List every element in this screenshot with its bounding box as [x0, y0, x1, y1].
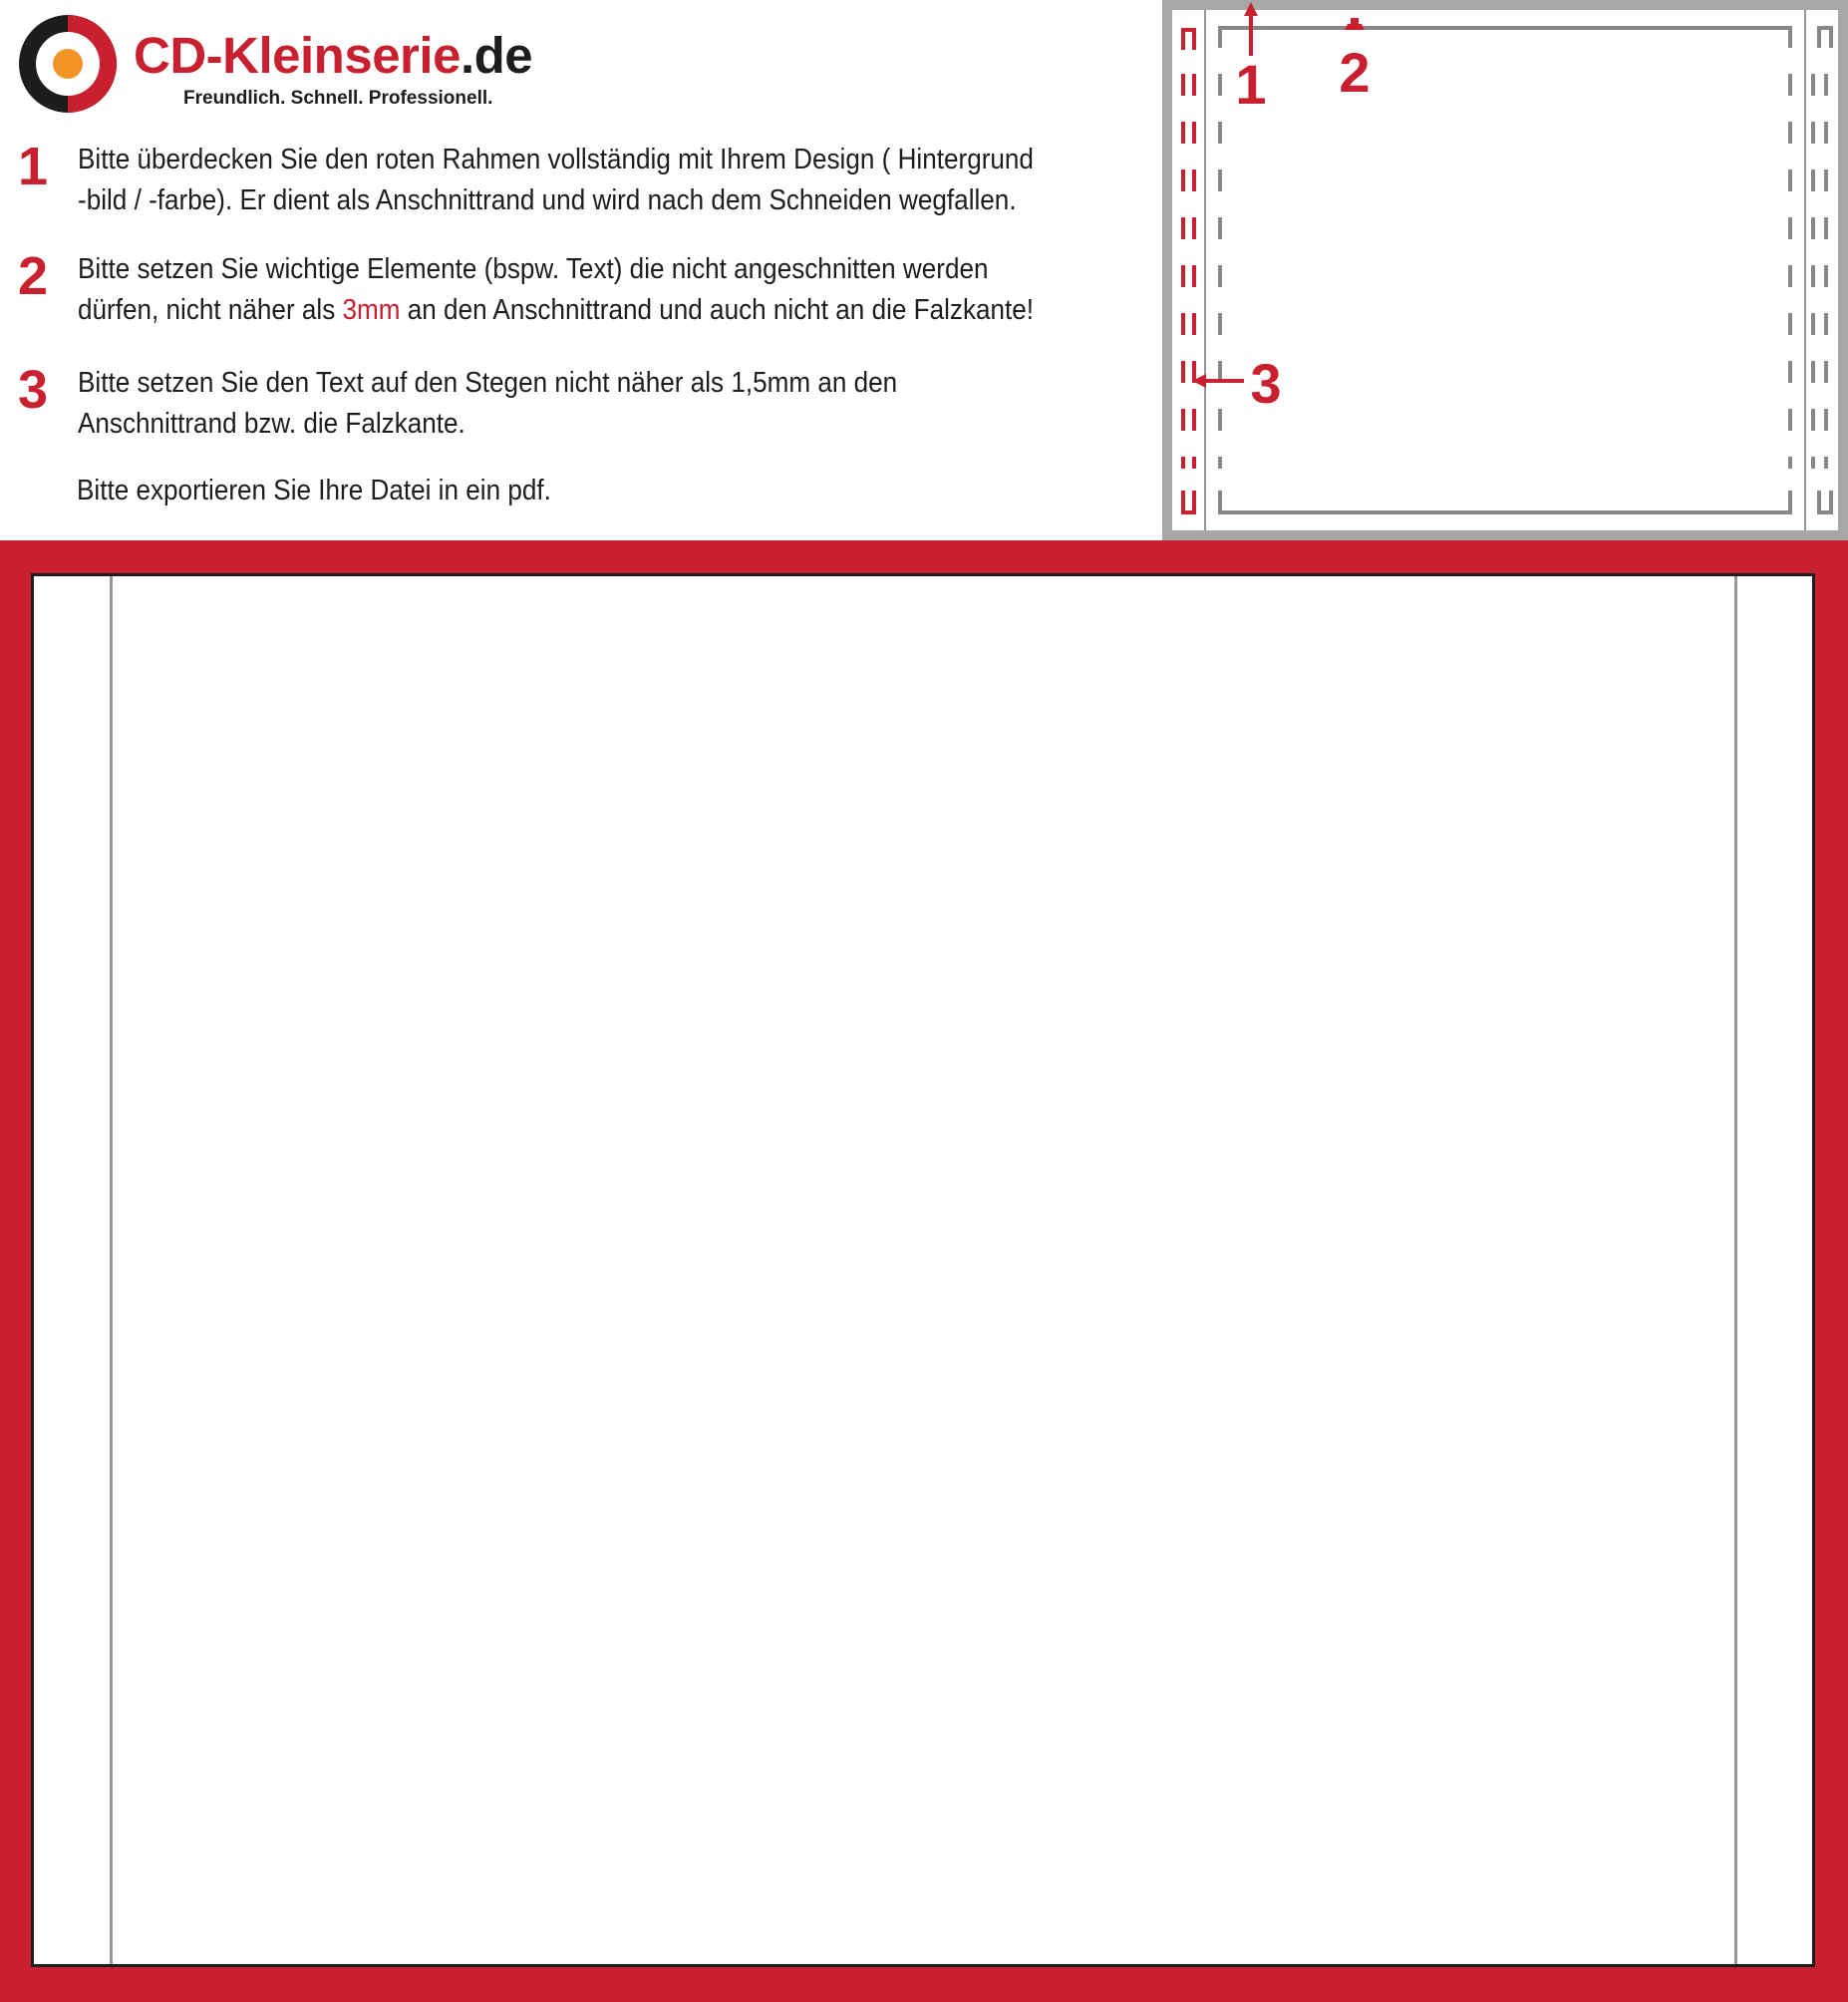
instruction-line: Bitte überdecken Sie den roten Rahmen vollständig mit Ihrem Design ( Hintergrund — [78, 144, 1034, 175]
instruction-2 — [18, 246, 1164, 339]
trim-area — [31, 573, 1815, 1967]
instruction-text-part: dürfen, nicht näher als — [78, 294, 343, 326]
instruction-text — [78, 140, 1074, 221]
instruction-line — [78, 290, 1074, 331]
instruction-text — [78, 249, 1074, 331]
brand-name-tld: .de — [460, 27, 533, 84]
instruction-number: 2 — [18, 246, 49, 306]
instruction-line: Anschnittrand bzw. die Falzkante. — [78, 408, 465, 440]
brand-name — [134, 28, 532, 84]
preview-pointer-2-base — [1345, 24, 1365, 30]
fold-line-right — [1734, 576, 1737, 1964]
instruction-text-part: an den Anschnittrand und auch nicht an die Falzkante! — [400, 294, 1035, 326]
instruction-line: -bild / -farbe). Er dient als Anschnittrand und wird nach dem Schneiden wegfallen. — [78, 184, 1017, 216]
instruction-header — [0, 0, 1848, 540]
brand-tagline: Freundlich. Schnell. Professionell. — [183, 88, 493, 109]
instruction-number: 3 — [18, 360, 49, 420]
preview-sheet — [1172, 10, 1838, 530]
margin-highlight: 3mm — [342, 294, 401, 326]
instruction-number: 1 — [18, 137, 49, 196]
preview-marker-2: 2 — [1339, 41, 1371, 104]
instruction-1 — [18, 137, 1164, 229]
preview-arrowhead-1 — [1244, 2, 1258, 16]
preview-marker-3: 3 — [1250, 352, 1282, 415]
preview-diagram-svg — [1162, 0, 1848, 540]
export-note: Bitte exportieren Sie Ihre Datei in ein pdf. — [77, 475, 551, 506]
disc-logo-icon — [18, 14, 118, 114]
instruction-line: Bitte setzen Sie wichtige Elemente (bspw. Text) die nicht angeschnitten werden — [78, 253, 989, 285]
instruction-text — [78, 363, 1074, 445]
preview-marker-1: 1 — [1235, 53, 1267, 116]
instruction-line: Bitte setzen Sie den Text auf den Stegen nicht näher als 1,5mm an den — [78, 367, 898, 399]
fold-line-left — [110, 576, 113, 1964]
instruction-3 — [18, 360, 1164, 453]
template-preview-diagram — [1162, 0, 1848, 540]
brand-name-main: CD-Kleinserie — [134, 27, 461, 84]
brand-logo — [18, 14, 596, 114]
